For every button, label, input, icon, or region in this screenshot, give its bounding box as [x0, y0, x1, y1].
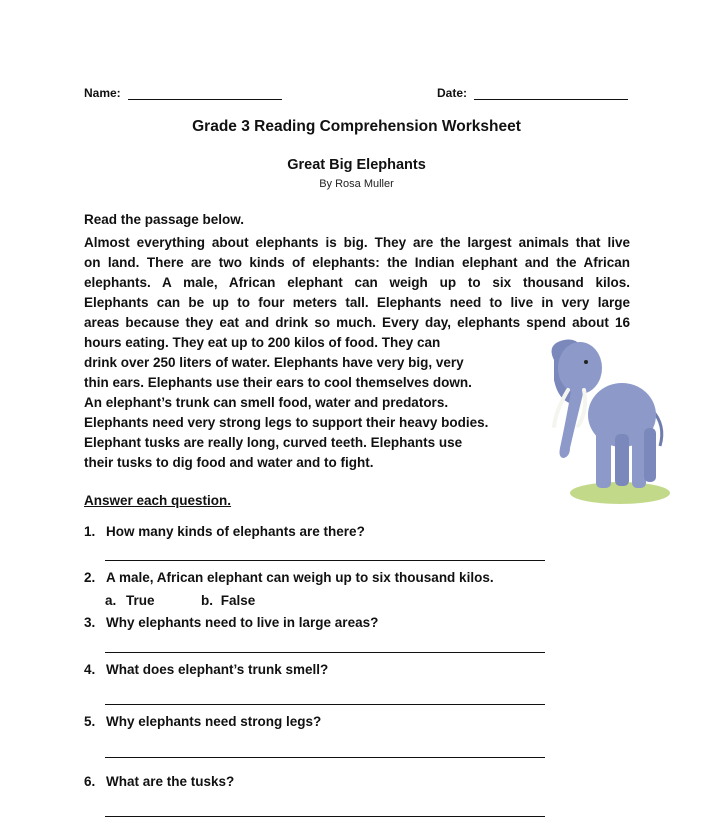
elephant-leg	[632, 430, 646, 488]
option-letter: a.	[105, 593, 117, 608]
option-true[interactable]	[105, 593, 155, 608]
elephant-leg	[644, 428, 656, 482]
question-text: Why elephants need strong legs?	[106, 714, 322, 729]
elephant-eye	[584, 360, 588, 364]
question-number: 6.	[84, 774, 96, 789]
question-4	[84, 662, 328, 677]
worksheet-title: Grade 3 Reading Comprehension Worksheet	[192, 118, 521, 135]
question-number: 1.	[84, 524, 96, 539]
passage-line: elephants. A male, African elephant can weigh up to six thousand kilos.	[84, 275, 630, 290]
passage-line: Almost everything about elephants is big. They are the largest animals that live	[84, 235, 630, 250]
instruction-text: Read the passage below.	[84, 212, 245, 227]
passage-line: drink over 250 liters of water. Elephants have very big, very	[84, 355, 464, 370]
answer-line-4[interactable]	[105, 704, 545, 705]
answer-line-3[interactable]	[105, 652, 545, 653]
answer-line-5[interactable]	[105, 757, 545, 758]
passage-line: areas because they eat and drink so much. Every day, elephants spend about 16	[84, 315, 630, 330]
question-number: 5.	[84, 714, 96, 729]
question-2	[84, 570, 494, 585]
passage-line: Elephants can be up to four meters tall. Elephants need to live in very large	[84, 295, 630, 310]
passage-line: Elephant tusks are really long, curved teeth. Elephants use	[84, 435, 463, 450]
name-input-line[interactable]	[128, 87, 282, 100]
option-false[interactable]	[201, 593, 255, 608]
passage-line: thin ears. Elephants use their ears to cool themselves down.	[84, 375, 472, 390]
passage-line: Elephants need very strong legs to support their heavy bodies.	[84, 415, 489, 430]
option-letter: b.	[201, 593, 213, 608]
answer-line-6[interactable]	[105, 816, 545, 817]
question-6	[84, 774, 234, 789]
passage-line: hours eating. They eat up to 200 kilos of food. They can	[84, 335, 441, 350]
option-label: False	[220, 593, 256, 608]
elephant-leg	[596, 430, 611, 488]
question-number: 4.	[84, 662, 96, 677]
question-text: A male, African elephant can weigh up to six thousand kilos.	[106, 570, 494, 585]
question-text: What does elephant’s trunk smell?	[106, 662, 329, 677]
elephant-head	[558, 342, 602, 394]
passage-line: their tusks to dig food and water and to fight.	[84, 455, 374, 470]
elephant-leg	[615, 434, 629, 486]
date-field	[437, 86, 628, 100]
question-text: How many kinds of elephants are there?	[106, 524, 365, 539]
story-author: By Rosa Muller	[319, 178, 394, 190]
question-number: 3.	[84, 615, 96, 630]
passage-line: An elephant’s trunk can smell food, water and predators.	[84, 395, 449, 410]
question-text: What are the tusks?	[106, 774, 235, 789]
date-label: Date:	[437, 86, 468, 100]
story-title: Great Big Elephants	[287, 157, 426, 173]
question-5	[84, 714, 321, 729]
answer-line-1[interactable]	[105, 560, 545, 561]
answer-heading: Answer each question.	[84, 493, 232, 508]
passage-line: on land. There are two kinds of elephants: the Indian elephant and the African	[84, 255, 630, 270]
question-number: 2.	[84, 570, 96, 585]
option-label: True	[126, 593, 155, 608]
date-input-line[interactable]	[474, 87, 628, 100]
name-label: Name:	[84, 86, 121, 100]
name-field	[84, 86, 282, 100]
question-1	[84, 524, 365, 539]
question-3	[84, 615, 378, 630]
question-text: Why elephants need to live in large areas?	[106, 615, 379, 630]
elephant-illustration	[540, 330, 675, 510]
